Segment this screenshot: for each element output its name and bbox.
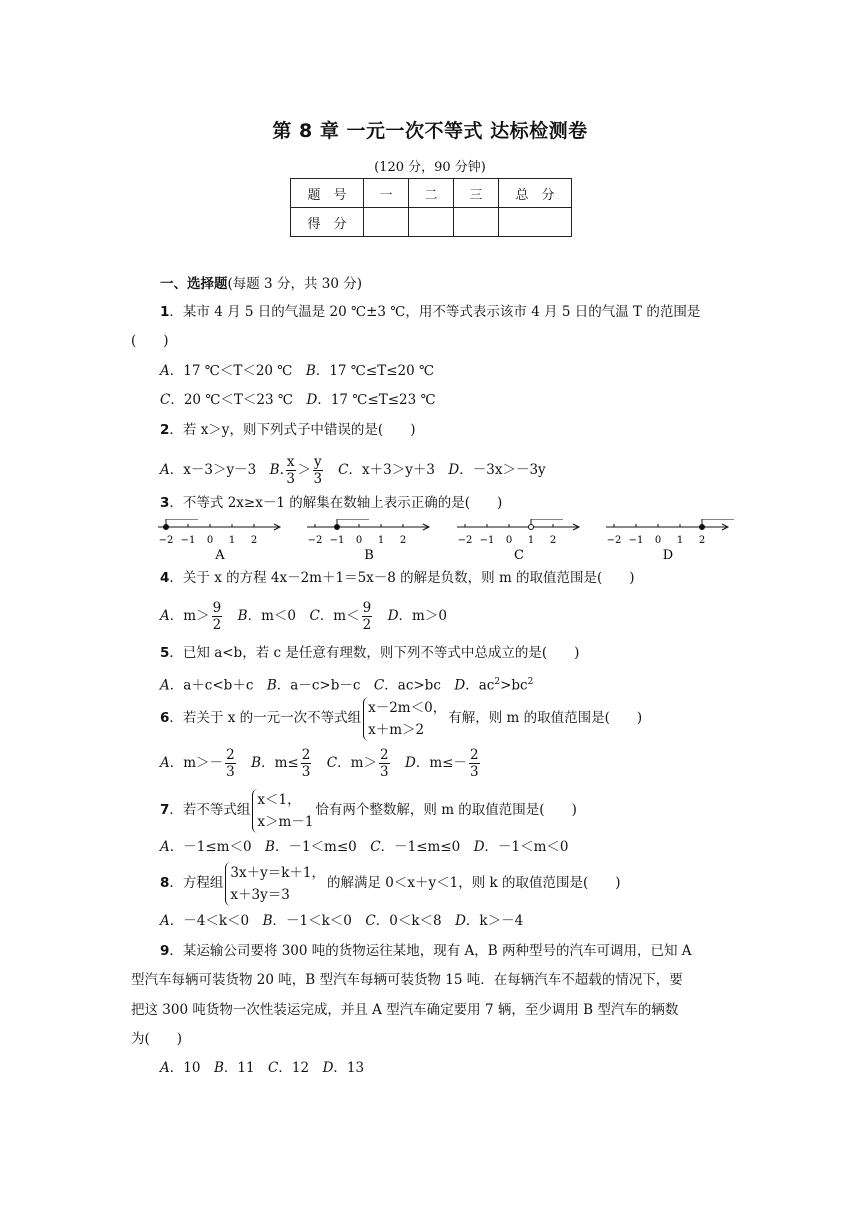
option-letter: D: [455, 913, 466, 929]
score-cell[interactable]: [454, 208, 499, 237]
option-a: ．－4＜k＜0: [169, 913, 250, 929]
option-label: A: [215, 548, 225, 563]
question-2-options: A．x－3＞y－3 B. $\frac{x}{3}$ ＞ $\frac{y}{3}$ C．x＋3＞y＋3 D．－3x＞－3y: [160, 454, 546, 487]
option-b: ．a－c>b－c: [276, 677, 361, 694]
question-number: 8: [160, 875, 170, 891]
option-letter: A: [160, 677, 170, 694]
score-table-score-row: [291, 208, 572, 237]
fraction: $\frac{2}{3}$: [379, 747, 389, 780]
option-letter: D: [405, 755, 416, 771]
question-7-options: [160, 837, 569, 857]
question-9-line-1: 9．某运输公司要将 300 吨的货物运往某地，现有 A，B 两种型号的汽车可调用，已知 A: [160, 943, 692, 959]
option-letter: A: [160, 839, 170, 855]
tick-label: 1: [228, 535, 236, 546]
question-2-stem: [160, 420, 415, 440]
question-1-paren: ( ): [131, 333, 169, 349]
number-line-option: [606, 519, 734, 563]
option-a: ．10: [169, 1060, 201, 1076]
option-letter: C: [365, 913, 376, 929]
option-letter: B: [251, 755, 262, 771]
question-text: ．关于 x 的方程 4x－2m＋1＝5x－8 的解是负数，则 m 的取值范围是( ): [169, 570, 635, 586]
tick-label: 1: [676, 535, 684, 546]
tick-label: 2: [549, 535, 557, 546]
solution-point: [700, 525, 705, 530]
tick-label: 0: [355, 535, 363, 546]
number-line-options: [0, 519, 860, 565]
question-3-stem: [160, 493, 502, 513]
option-b: ．－1＜m≤0: [274, 839, 357, 855]
option-c: ．－1≤m≤0: [380, 839, 461, 855]
number-line-option: [307, 519, 429, 563]
question-8-options: [160, 911, 523, 931]
fraction: $\frac{2}{3}$: [470, 747, 479, 780]
option-c: ．12: [278, 1060, 310, 1076]
option-label: D: [662, 548, 674, 563]
question-number: 6: [160, 710, 170, 726]
option-a: ．a＋c<b＋c: [169, 677, 254, 694]
fraction: $\frac{9}{2}$: [362, 600, 372, 633]
tick-label: −1: [628, 535, 644, 546]
question-number: 7: [160, 802, 170, 818]
section-name: 一、选择题: [160, 276, 228, 292]
tick-label: −2: [606, 535, 622, 546]
inequality-system: x－2m＜0， x＋m＞2: [363, 697, 446, 741]
option-letter: B: [305, 363, 316, 379]
tick-label: 0: [654, 535, 662, 546]
solution-point: [164, 525, 169, 530]
question-9-line-3: 把这 300 吨货物一次性装运完成，并且 A 型汽车确定要用 7 辆，至少调用 B 型汽车的辆数: [131, 1002, 679, 1018]
option-letter: D: [322, 1060, 334, 1076]
question-1-options-ab: [160, 361, 434, 381]
question-number: 4: [160, 570, 170, 586]
tick-label: −2: [457, 535, 473, 546]
option-letter: D: [473, 839, 485, 855]
score-header-cell: 总 分: [499, 179, 572, 208]
option-letter: C: [309, 608, 320, 624]
option-d: ．13: [333, 1060, 365, 1076]
question-9-options: [160, 1058, 364, 1078]
question-text: ．某市 4 月 5 日的气温是 20 ℃±3 ℃，用不等式表示该市 4 月 5 日的气温 T 的范围是: [169, 304, 701, 320]
option-label: C: [514, 548, 524, 563]
option-letter: B: [266, 677, 277, 694]
fraction: $\frac{2}{3}$: [301, 747, 311, 780]
option-c: ．ac>bc: [384, 677, 441, 694]
tick-label: −2: [307, 535, 323, 546]
question-text: ．若 x＞y，则下列式子中错误的是( ): [169, 422, 416, 438]
question-number: 2: [160, 422, 170, 438]
option-letter: B: [262, 913, 273, 929]
page-title: 第 8 章 一元一次不等式 达标检测卷: [272, 120, 588, 142]
option-d: ．m＞0: [398, 608, 447, 624]
tick-label: 2: [698, 535, 706, 546]
tick-label: 0: [505, 535, 513, 546]
tick-label: 0: [206, 535, 214, 546]
question-9-line-4: 为( ): [131, 1031, 183, 1047]
number-line-option: [158, 519, 280, 563]
option-a: ．17 ℃＜T＜20 ℃: [169, 363, 293, 379]
score-row-label: 得 分: [291, 208, 364, 237]
option-letter: D: [448, 462, 460, 478]
question-number: 9: [160, 943, 170, 959]
option-letter: C: [268, 1060, 279, 1076]
option-a: ．－1≤m＜0: [169, 839, 252, 855]
question-text: ．不等式 2x≥x－1 的解集在数轴上表示正确的是( ): [169, 495, 503, 511]
section-heading: [160, 274, 362, 294]
option-d: ．－3x＞－3y: [459, 462, 546, 478]
question-8-stem: 8．方程组 3x＋y＝k＋1， x＋3y＝3 的解满足 0＜x＋y＜1，则 k 的取值范围是( ): [160, 861, 621, 906]
option-letter: B: [213, 1060, 224, 1076]
tick-label: 2: [399, 535, 407, 546]
option-letter: C: [326, 755, 338, 771]
option-d: ．17 ℃≤T≤23 ℃: [317, 392, 436, 408]
question-6-stem: 6．若关于 x 的一元一次不等式组 x－2m＜0， x＋m＞2 有解，则 m 的取值范围是( ): [160, 696, 642, 741]
equation-system: 3x＋y＝k＋1， x＋3y＝3: [225, 862, 325, 906]
fraction: $\frac{9}{2}$: [212, 600, 222, 633]
score-cell[interactable]: [499, 208, 572, 237]
option-b: ．－1＜k＜0: [272, 913, 352, 929]
number-line-option: [457, 519, 579, 563]
option-letter: C: [338, 462, 349, 478]
score-header-cell: 二: [409, 179, 454, 208]
solution-point: [335, 525, 340, 530]
option-b-letter: B.: [269, 462, 284, 478]
option-letter: D: [454, 677, 466, 694]
question-9-line-2: 型汽车每辆可装货物 20 吨，B 型汽车每辆可装货物 15 吨．在每辆汽车不超载的情况下，要: [131, 972, 683, 988]
question-6-options: A．m＞－ $\frac{2}{3}$ B．m≤ $\frac{2}{3}$ C．m＞ $\frac{2}{3}$ D．m≤－ $\frac{2}{3}$: [160, 747, 479, 780]
question-4-stem: [160, 568, 635, 588]
score-table-header-row: [291, 179, 572, 208]
tick-label: −1: [180, 535, 196, 546]
fraction: $\frac{2}{3}$: [226, 747, 235, 780]
fraction: $\frac{x}{3}$: [286, 454, 295, 487]
option-letter: C: [160, 392, 171, 408]
option-letter: D: [306, 392, 318, 408]
score-cell[interactable]: [409, 208, 454, 237]
section-note: (每题 3 分，共 30 分): [227, 276, 362, 292]
tick-label: −1: [329, 535, 345, 546]
option-d: ．－1＜m＜0: [484, 839, 569, 855]
option-letter: A: [160, 755, 170, 771]
question-5-options: A．a＋c<b＋c B．a－c>b－c C．ac>bc D．$ac^2>bc^2$: [160, 677, 534, 694]
option-d: ．k＞－4: [465, 913, 524, 929]
tick-label: −1: [479, 535, 495, 546]
option-letter: D: [387, 608, 399, 624]
tick-label: 1: [527, 535, 535, 546]
tick-label: 1: [377, 535, 385, 546]
score-header-cell: 三: [454, 179, 499, 208]
option-letter: B: [265, 839, 275, 855]
option-letter: A: [160, 608, 170, 624]
option-letter: A: [160, 462, 170, 478]
option-b: ．17 ℃≤T≤20 ℃: [315, 363, 435, 379]
solution-point: [529, 525, 534, 530]
tick-label: 2: [250, 535, 258, 546]
page-subtitle: (120 分，90 分钟): [374, 160, 486, 175]
tick-label: −2: [158, 535, 174, 546]
score-table: [290, 178, 572, 237]
option-b: ．11: [223, 1060, 255, 1076]
question-1-stem: [160, 302, 700, 322]
option-a: ．x－3＞y－3: [169, 462, 257, 478]
question-number: 1: [160, 304, 170, 320]
fraction: $\frac{y}{3}$: [313, 454, 323, 487]
option-c: ．x＋3＞y＋3: [348, 462, 435, 478]
option-c: ．20 ℃＜T＜23 ℃: [170, 392, 293, 408]
option-label: B: [364, 548, 374, 563]
option-b: ．m＜0: [247, 608, 296, 624]
question-7-stem: 7．若不等式组 x＜1， x＞m－1 恰有两个整数解，则 m 的取值范围是( ): [160, 788, 577, 833]
option-letter: A: [160, 913, 170, 929]
score-cell[interactable]: [364, 208, 409, 237]
option-letter: A: [160, 1060, 170, 1076]
question-text: ．已知 a<b，若 c 是任意有理数，则下列不等式中总成立的是( ): [169, 645, 580, 661]
question-1-options-cd: [160, 390, 436, 410]
option-letter: A: [160, 363, 170, 379]
inequality-system: x＜1， x＞m－1: [252, 789, 313, 833]
question-5-stem: [160, 643, 579, 663]
question-number: 5: [160, 645, 170, 661]
score-header-cell: 一: [364, 179, 409, 208]
option-letter: C: [373, 677, 385, 694]
option-letter: C: [370, 839, 381, 855]
option-c: ．0＜k＜8: [375, 913, 442, 929]
score-header-cell: 题 号: [291, 179, 364, 208]
question-number: 3: [160, 495, 170, 511]
option-letter: B: [237, 608, 248, 624]
question-4-options: A．m＞ $\frac{9}{2}$ B．m＜0 C．m＜ $\frac{9}{2}$ D．m＞0: [160, 600, 447, 633]
